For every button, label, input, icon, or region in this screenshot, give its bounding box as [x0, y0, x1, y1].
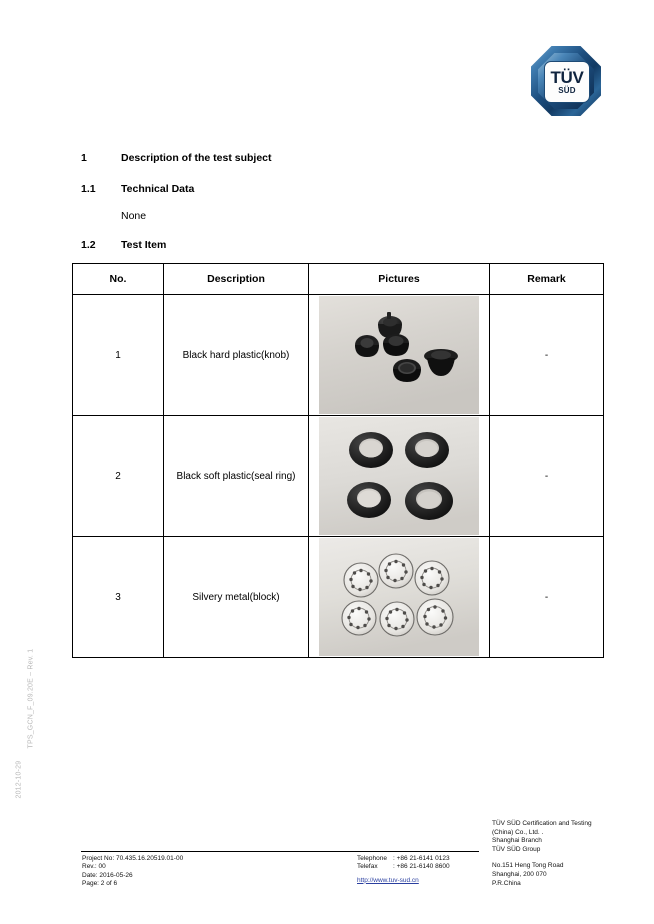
- footer-telefax-row: [357, 863, 450, 871]
- cell-no: 1: [73, 295, 164, 416]
- heading-1-1-number: 1.1: [81, 183, 96, 195]
- footer-address-spacer: [492, 854, 592, 862]
- side-margin-form-code: TPS_GCN_F_09.20E – Rev. 1: [27, 648, 35, 749]
- footer-company-line-3: Shanghai Branch: [492, 837, 542, 845]
- footer-date: Date: 2016-05-26: [82, 871, 133, 879]
- cell-description: Black soft plastic(seal ring): [164, 416, 309, 537]
- footer-page: Page: 2 of 6: [82, 880, 118, 888]
- logo-sud-text: SÜD: [558, 85, 576, 95]
- column-header-remark: Remark: [490, 264, 604, 295]
- heading-1-number: 1: [81, 152, 87, 164]
- cell-description: Silvery metal(block): [164, 537, 309, 658]
- footer-address-line-3: P.R.China: [492, 879, 521, 887]
- footer-company-line-1: TÜV SÜD Certification and Testing: [492, 820, 592, 827]
- footer-telephone-label: Telephone: [357, 855, 387, 862]
- footer-address-line-2: Shanghai, 200 070: [492, 870, 547, 878]
- heading-1-2-text: Test Item: [121, 239, 167, 251]
- cell-remark: -: [490, 295, 604, 416]
- cell-picture: [309, 537, 490, 658]
- footer-website-link[interactable]: http://www.tuv-sud.cn: [357, 876, 419, 884]
- footer-divider: [81, 851, 479, 852]
- footer-address-line-1: No.151 Heng Tong Road: [492, 862, 564, 870]
- table-header-row: [73, 264, 604, 295]
- logo-plate: [544, 61, 590, 103]
- heading-1-1-text: Technical Data: [121, 183, 195, 195]
- heading-1-2-number: 1.2: [81, 239, 96, 251]
- footer-company-address: [492, 820, 592, 888]
- footer-rev: Rev.: 00: [82, 863, 106, 871]
- cell-remark: -: [490, 416, 604, 537]
- cell-description: Black hard plastic(knob): [164, 295, 309, 416]
- cell-picture: [309, 295, 490, 416]
- tuv-sud-logo: [531, 46, 601, 116]
- footer-telefax-value: : +86 21-6140 8600: [393, 863, 450, 871]
- heading-1-text: Description of the test subject: [121, 152, 272, 164]
- heading-1-1: [81, 183, 194, 195]
- column-header-no: No.: [73, 264, 164, 295]
- photo-silver-washers: [319, 538, 479, 656]
- footer-contact-info: [357, 855, 450, 885]
- table-row: [73, 537, 604, 658]
- footer-company-line-2: (China) Co., Ltd. .: [492, 828, 544, 836]
- cell-no: 2: [73, 416, 164, 537]
- footer-telefax-label: Telefax: [357, 863, 378, 871]
- test-item-table: [72, 263, 604, 658]
- table-row: [73, 295, 604, 416]
- technical-data-value: None: [121, 210, 147, 222]
- cell-picture: [309, 416, 490, 537]
- footer-project-no: Project No: 70.435.16.20519.01-00: [82, 855, 184, 862]
- column-header-description: Description: [164, 264, 309, 295]
- footer-project-info: [82, 855, 183, 889]
- heading-1: [81, 152, 272, 164]
- side-margin-date: 2012-10-29: [15, 760, 23, 799]
- footer-telephone-row: [357, 855, 450, 863]
- logo-tuv-text: TÜV: [550, 67, 584, 87]
- column-header-pictures: Pictures: [309, 264, 490, 295]
- cell-remark: -: [490, 537, 604, 658]
- table-row: [73, 416, 604, 537]
- footer-telephone-value: : +86 21-6141 0123: [393, 855, 450, 862]
- heading-1-2: [81, 239, 166, 251]
- photo-black-seal-rings: [319, 417, 479, 535]
- photo-black-knobs: [319, 296, 479, 414]
- footer-company-line-4: TÜV SÜD Group: [492, 845, 541, 853]
- cell-no: 3: [73, 537, 164, 658]
